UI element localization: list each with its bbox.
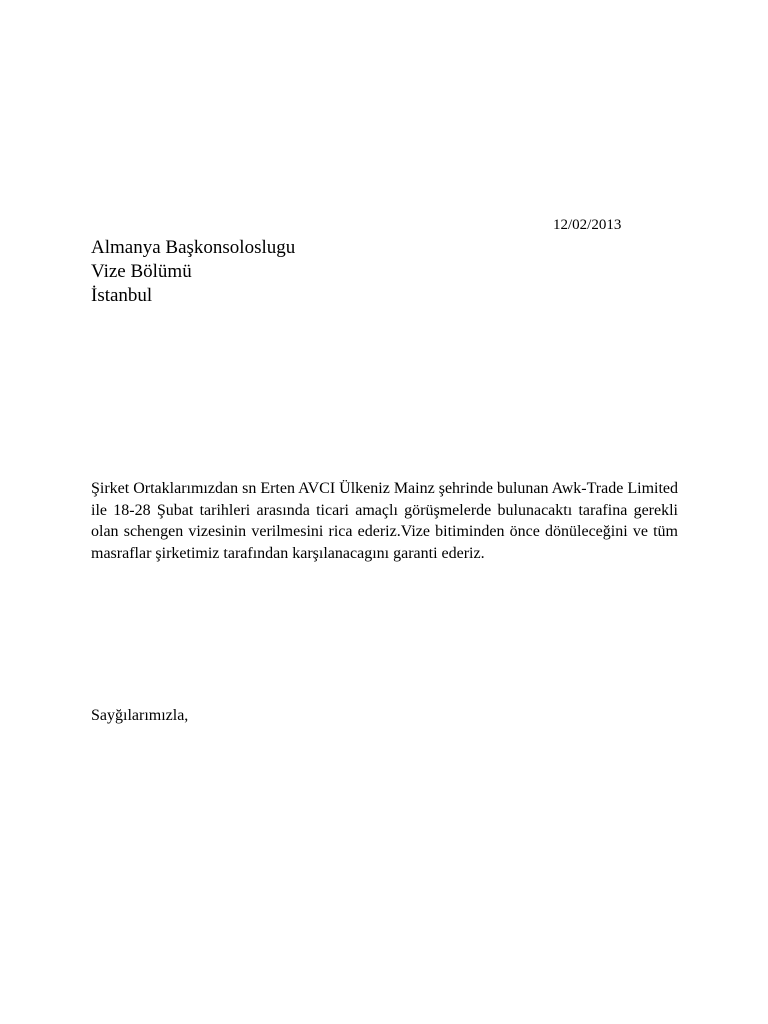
letter-body: Şirket Ortaklarımızdan sn Erten AVCI Ülkeniz Mainz şehrinde bulunan Awk-Trade Limited ile 18-28 Şubat tarihleri arasında ticari amaçlı görüşmelerde bulunacaktı tarafina gerekli olan schengen vizesinin verilmesini rica ederiz.Vize bitiminden önce dönüleceğini ve tüm masraflar şirketimiz tarafından karşılanacagını garanti ederiz. xyxy=(91,480,678,562)
letter-closing: Sayğılarımızla, xyxy=(91,707,189,724)
recipient-address xyxy=(91,236,295,308)
recipient-line-2: Vize Bölümü xyxy=(91,261,192,282)
recipient-line-1: Almanya Başkonsoloslugu xyxy=(91,237,296,258)
recipient-line-3: İstanbul xyxy=(91,285,153,306)
letter-date: 12/02/2013 xyxy=(553,217,622,233)
